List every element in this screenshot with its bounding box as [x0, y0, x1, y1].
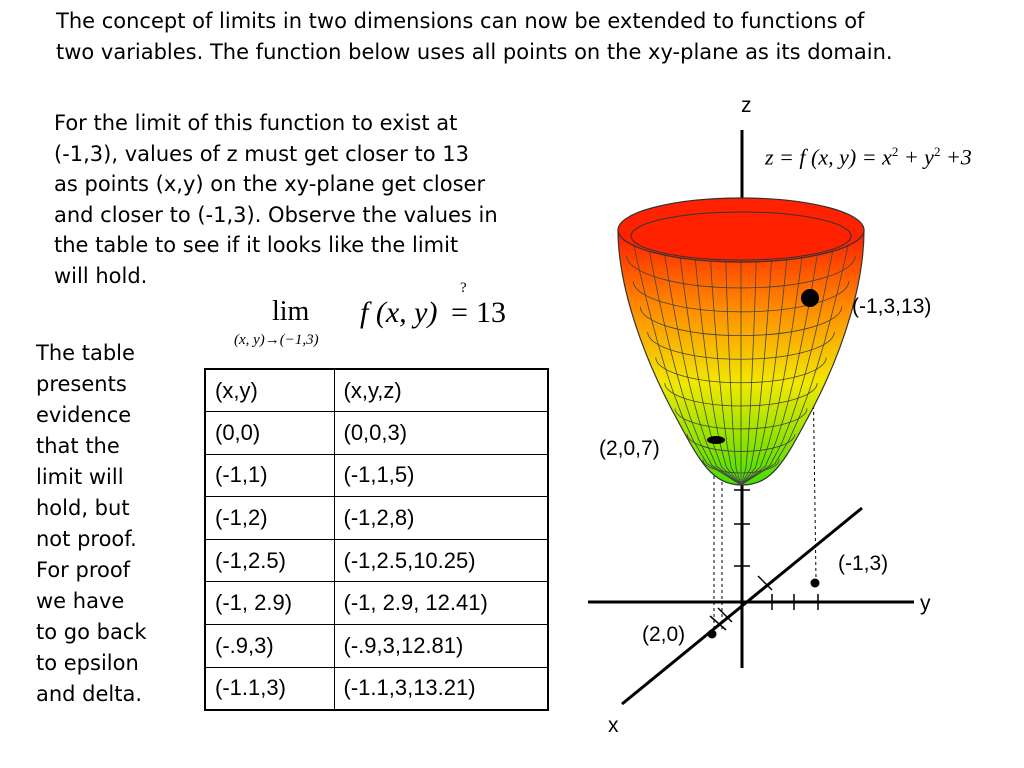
z-axis-label: z — [741, 94, 752, 117]
para-line: (-1,3), values of z must get closer to 13 — [54, 141, 469, 166]
intro-line: two variables. The function below uses all points on the xy-plane as its domain. — [56, 39, 893, 64]
table-row — [205, 625, 548, 668]
table-header-row — [205, 369, 548, 412]
table-row — [205, 539, 548, 582]
table-header-cell: (x,y) — [205, 369, 334, 412]
intro-line: The concept of limits in two dimensions can now be extended to functions of — [56, 9, 865, 33]
intro-paragraph — [56, 6, 1016, 67]
point-plane1-label: (-1,3) — [838, 552, 889, 575]
point-top-marker — [801, 289, 819, 307]
paraboloid-graph — [560, 90, 1024, 768]
y-axis-label: y — [920, 592, 931, 615]
point-plane1-marker — [811, 579, 820, 588]
table-cell: (-1, 2.9, 12.41) — [334, 582, 548, 625]
table-cell: (-1, 2.9) — [205, 582, 334, 625]
equals-sign: = — [451, 296, 468, 329]
table-cell: (-.9,3) — [205, 625, 334, 668]
side-line: hold, but — [36, 496, 130, 520]
eq-part-1: z = f (x, y) = x — [765, 144, 892, 170]
table-cell: (-.9,3,12.81) — [334, 625, 548, 668]
side-line: to epsilon — [36, 651, 139, 675]
table-cell: (-1,2,8) — [334, 497, 548, 540]
table-cell: (0,0) — [205, 412, 334, 455]
side-line: we have — [36, 589, 125, 613]
limit-explanation-paragraph — [54, 108, 564, 291]
side-note — [36, 338, 176, 710]
eq-exp-1: 2 — [891, 144, 899, 159]
table-row — [205, 412, 548, 455]
table-row — [205, 454, 548, 497]
lim-symbol: lim — [272, 296, 310, 327]
point-mid-label: (2,0,7) — [599, 437, 660, 460]
point-top-label: (-1,3,13) — [852, 295, 932, 318]
side-line: limit will — [36, 465, 124, 489]
point-plane2-label: (2,0) — [642, 623, 686, 646]
limit-expression — [232, 282, 532, 352]
table-cell: (-1.1,3) — [205, 667, 334, 710]
x-axis-label: x — [608, 714, 619, 737]
paraboloid-rim — [618, 198, 864, 262]
para-line: the table to see if it looks like the limit — [54, 233, 459, 257]
eq-part-2: + y — [898, 144, 934, 170]
point-mid-marker — [707, 436, 725, 444]
table-cell: (0,0,3) — [334, 412, 548, 455]
table-row — [205, 667, 548, 710]
table-cell: (-1,1) — [205, 454, 334, 497]
para-line: as points (x,y) on the xy-plane get closer — [54, 172, 486, 196]
para-line: and closer to (-1,3). Observe the values in — [54, 202, 498, 227]
point-plane2-marker — [708, 630, 717, 639]
table-cell: (-1,2.5) — [205, 539, 334, 582]
para-line: will hold. — [54, 263, 148, 288]
eq-part-3: +3 — [940, 144, 972, 170]
side-line: to go back — [36, 620, 147, 644]
side-line: The table — [36, 341, 135, 365]
side-line: For proof — [36, 558, 131, 582]
values-table — [204, 368, 549, 711]
side-line: that the — [36, 434, 120, 458]
table-cell: (-1,2) — [205, 497, 334, 540]
question-mark: ? — [460, 280, 467, 296]
lim-subscript: (x, y)→(−1,3) — [234, 332, 319, 348]
side-line: not proof. — [36, 527, 137, 551]
table-row — [205, 582, 548, 625]
limit-value: 13 — [476, 296, 506, 329]
eq-exp-2: 2 — [933, 144, 941, 159]
para-line: For the limit of this function to exist at — [54, 111, 458, 135]
function-term: f (x, y) — [360, 296, 438, 329]
side-line: presents — [36, 372, 127, 396]
table-cell: (-1,2.5,10.25) — [334, 539, 548, 582]
side-line: and delta. — [36, 682, 143, 706]
table-cell: (-1,1,5) — [334, 454, 548, 497]
table-cell: (-1.1,3,13.21) — [334, 667, 548, 710]
table-header-cell: (x,y,z) — [334, 369, 548, 412]
table-row — [205, 497, 548, 540]
side-line: evidence — [36, 403, 132, 427]
